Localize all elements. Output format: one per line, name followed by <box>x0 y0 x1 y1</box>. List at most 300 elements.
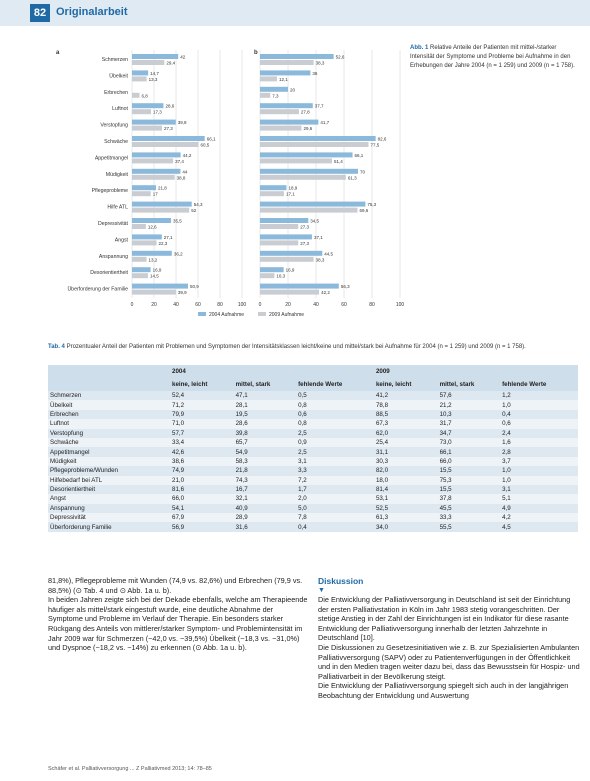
paragraph: In beiden Jahren zeigte sich bei der Dekade ebenfalls, welche am Therapieende häufiger als mittel/stark eingestuft wurde, eine deutliche Abnahme der Symptome und Probleme im Verlauf der Therapie. Ein besonders starker Rückgang des Anteils von mittlerer/starker Symptom- und Problemintensität im Jahr 2009 war für Schmerzen (−42,0 vs. −39,5%) Übelkeit (−18,3 vs. −31,0%) und Dyspnoe (−18,2 vs. −14%) zu erkennen (⊙ Abb. 1a u. b). <box>48 595 308 653</box>
data-label: 39,8 <box>177 120 187 126</box>
tick-label: 60 <box>341 302 347 308</box>
table-cell: 88,5 <box>374 410 438 419</box>
table-cell: 73,0 <box>438 438 501 447</box>
figure-caption-label: Abb. 1 <box>410 45 429 51</box>
category-label: Hilfe ATL <box>107 204 128 211</box>
column-header <box>48 378 170 391</box>
section-title: Originalarbeit <box>56 6 128 18</box>
data-label: 36,2 <box>173 251 183 257</box>
table-cell: 52,4 <box>170 391 234 400</box>
row-label: Appetitmangel <box>48 447 170 456</box>
data-label: 66,1 <box>206 136 216 142</box>
data-label: 13,2 <box>148 257 158 263</box>
category-label: Schwäche <box>104 139 128 145</box>
figure-caption-text: Relative Anteile der Patienten mit mittel-/starker Intensität der Symptome und Probleme bei Aufnahme in den Erhebungen der Jahre 2004 (n = 1 259) und 2009 (n = 1 758). <box>410 45 575 69</box>
table-row <box>48 447 578 456</box>
bar <box>260 257 314 262</box>
bar <box>260 103 313 108</box>
table-row <box>48 466 578 475</box>
data-label: 51,4 <box>333 158 343 164</box>
bar <box>132 109 151 114</box>
table-cell: 1,0 <box>500 400 578 409</box>
table-cell: 53,1 <box>374 494 438 503</box>
bar <box>132 240 157 245</box>
row-label: Überforderung Familie <box>48 522 170 531</box>
figure-bar-charts <box>48 44 404 324</box>
bar <box>260 273 274 278</box>
data-label: 14,7 <box>150 70 159 76</box>
bar <box>132 224 146 229</box>
data-label: 28,6 <box>165 103 175 109</box>
table-cell: 57,6 <box>438 391 501 400</box>
bar <box>132 60 164 65</box>
table-row <box>48 419 578 428</box>
data-label: 13,3 <box>148 76 158 82</box>
data-label: 27,1 <box>163 234 173 240</box>
table-cell: 21,8 <box>234 466 297 475</box>
table-cell: 2,5 <box>296 429 374 438</box>
row-label: Luftnot <box>48 419 170 428</box>
table-caption-text: Prozentualer Anteil der Patienten mit Problemen und Symptomen der Intensitätsklassen leicht/keine und mittel/stark bei Aufnahme für 2004 (n = 1 259) und 2009 (n = 1 758). <box>66 344 526 350</box>
table-cell: 81,6 <box>170 485 234 494</box>
data-label: 77,5 <box>370 142 380 148</box>
legend-label: 2004 Aufnahme <box>209 312 245 318</box>
data-label: 42,2 <box>321 290 330 296</box>
section-heading-diskussion: Diskussion <box>318 576 364 586</box>
bar <box>132 251 172 256</box>
bar <box>260 93 270 98</box>
bar <box>132 257 147 262</box>
table-cell: 3,1 <box>500 485 578 494</box>
table-cell: 0,9 <box>296 438 374 447</box>
paragraph: Die Entwicklung der Palliativversorgung in Deutschland ist seit der Einrichtung der ersten Palliativstation in Köln im Jahr 1983 stetig vorangeschritten. Der stetige Anstieg in der Zahl der Einrichtungen ist ein Indikator für diese rasante Entwicklung der Palliativversorgung innerhalb der letzten Jahrzehnte in Deutschland [10]. <box>318 595 571 643</box>
bar <box>260 267 284 272</box>
bar <box>132 54 178 59</box>
table-cell: 67,9 <box>170 513 234 522</box>
tick-label: 80 <box>369 302 375 308</box>
data-label: 27,3 <box>164 126 173 132</box>
table-row <box>48 504 578 513</box>
data-label: 6,8 <box>141 93 148 99</box>
table-cell: 16,7 <box>234 485 297 494</box>
table-cell: 30,3 <box>374 457 438 466</box>
bar <box>260 136 376 141</box>
bar <box>260 87 288 92</box>
bar <box>132 284 188 289</box>
column-header: keine, leicht <box>170 378 234 391</box>
data-label: 37,1 <box>313 234 323 240</box>
panel-letter: b <box>254 50 258 56</box>
category-label: Verstopfung <box>100 122 128 129</box>
data-label: 27,3 <box>300 224 309 230</box>
chart-legend <box>198 312 304 318</box>
bar <box>260 191 284 196</box>
table-row <box>48 485 578 494</box>
table-cell: 42,6 <box>170 447 234 456</box>
category-label: Depressivität <box>98 221 128 227</box>
legend-label: 2009 Aufnahme <box>269 312 305 318</box>
table-cell: 57,7 <box>170 429 234 438</box>
bar <box>132 142 199 147</box>
bar <box>260 54 334 59</box>
table-cell: 0,6 <box>500 419 578 428</box>
table-cell: 3,7 <box>500 457 578 466</box>
bar <box>132 175 175 180</box>
tick-label: 40 <box>173 302 179 308</box>
table-cell: 21,0 <box>170 476 234 485</box>
data-label: 29,4 <box>166 60 176 66</box>
table-cell: 2,5 <box>296 447 374 456</box>
data-label: 44,5 <box>324 251 334 257</box>
data-label: 37,4 <box>175 158 184 164</box>
data-label: 27,8 <box>300 109 310 115</box>
table-cell: 71,0 <box>170 419 234 428</box>
table-cell: 66,0 <box>170 494 234 503</box>
category-label: Appetitmangel <box>94 155 128 162</box>
bar <box>260 109 299 114</box>
column-header: fehlende Werte <box>500 378 578 391</box>
table-cell: 33,3 <box>438 513 501 522</box>
bar <box>132 126 162 131</box>
data-label: 36 <box>312 70 318 76</box>
chart-panel-1 <box>56 50 246 308</box>
table-cell: 71,2 <box>170 400 234 409</box>
paragraph: 81,8%), Pflegeprobleme mit Wunden (74,9 vs. 82,6%) und Erbrechen (79,9 vs. 88,5%) (⊙ Tab. 4 und ⊙ Abb. 1a u. b). <box>48 576 303 595</box>
table-cell: 45,5 <box>438 504 501 513</box>
table-cell: 5,0 <box>296 504 374 513</box>
row-label: Erbrechen <box>48 410 170 419</box>
bar <box>132 158 173 163</box>
table-cell: 15,5 <box>438 485 501 494</box>
tick-label: 20 <box>285 302 291 308</box>
data-label: 7,3 <box>272 93 279 99</box>
table-cell: 10,3 <box>438 410 501 419</box>
table-cell: 7,2 <box>296 476 374 485</box>
data-label: 82,6 <box>377 136 387 142</box>
bar <box>260 234 312 239</box>
table-cell: 5,1 <box>500 494 578 503</box>
table-cell: 34,7 <box>438 429 501 438</box>
row-label: Schmerzen <box>48 391 170 400</box>
table-cell: 56,9 <box>170 522 234 531</box>
chart-panel-2 <box>254 50 404 308</box>
table-cell: 7,8 <box>296 513 374 522</box>
table-cell: 4,5 <box>500 522 578 531</box>
bar <box>260 152 353 157</box>
row-label: Müdigkeit <box>48 457 170 466</box>
table-cell: 0,8 <box>296 419 374 428</box>
data-label: 50,9 <box>189 284 199 290</box>
year-header-2009: 2009 <box>374 365 578 378</box>
table-cell: 78,8 <box>374 400 438 409</box>
table-cell: 19,5 <box>234 410 297 419</box>
bar <box>132 103 163 108</box>
bar <box>260 158 332 163</box>
data-label: 54,3 <box>193 202 203 208</box>
data-label: 14,5 <box>149 273 159 279</box>
panel-letter: a <box>56 50 60 56</box>
body-column-left <box>48 576 310 653</box>
table-cell: 1,7 <box>296 485 374 494</box>
table-row <box>48 391 578 400</box>
category-label: Desorientiertheit <box>90 270 128 277</box>
bar <box>132 120 176 125</box>
data-label: 38,3 <box>315 257 325 263</box>
table-cell: 82,0 <box>374 466 438 475</box>
data-label: 39,9 <box>177 290 187 296</box>
data-label: 44 <box>182 169 188 175</box>
data-label: 17,1 <box>285 191 295 197</box>
category-label: Pflegeprobleme <box>91 188 128 195</box>
data-label: 12,1 <box>278 76 288 82</box>
tick-label: 40 <box>313 302 319 308</box>
data-label: 41,7 <box>320 120 330 126</box>
table-cell: 1,0 <box>500 466 578 475</box>
paragraph: Die Diskussionen zu Gesetzesinitiativen wie z. B. zur Spezialisierten Ambulanten Palliativversorgung (SAPV) oder zu Patientenverfügungen in der Öffentlichkeit und in den Medien tragen weiter dazu bei, dass das Bewusstsein für Hospiz- und Palliativarbeit in der Bevölkerung steigt. <box>318 642 580 681</box>
data-label: 35,5 <box>173 218 182 224</box>
table-row <box>48 400 578 409</box>
table-cell: 0,4 <box>500 410 578 419</box>
data-label: 56,3 <box>340 284 350 290</box>
table-cell: 61,3 <box>374 513 438 522</box>
bar <box>132 76 147 81</box>
bar <box>260 224 298 229</box>
table-cell: 1,6 <box>500 438 578 447</box>
table-cell: 31,6 <box>234 522 297 531</box>
tick-label: 20 <box>151 302 157 308</box>
paragraph: Die Entwicklung der Palliativversorgung spiegelt sich auch in der langjährigen Beobachtung der Entwicklung und Auswertung <box>318 681 569 700</box>
bar <box>132 169 180 174</box>
page-number: 82 <box>30 4 50 22</box>
bar <box>260 169 358 174</box>
category-label: Müdigkeit <box>105 171 128 178</box>
table-cell: 32,1 <box>234 494 297 503</box>
arrow-down-icon: ▼ <box>318 587 325 594</box>
data-label: 52 <box>191 208 197 214</box>
table-row <box>48 457 578 466</box>
table-cell: 1,2 <box>500 391 578 400</box>
table-caption <box>48 343 578 351</box>
bar <box>260 218 308 223</box>
table-cell: 55,5 <box>438 522 501 531</box>
table-cell: 2,4 <box>500 429 578 438</box>
data-label: 27,3 <box>300 240 309 246</box>
data-label: 70 <box>360 169 366 175</box>
data-label: 38,3 <box>315 60 325 66</box>
data-label: 17,3 <box>153 109 162 115</box>
table-row <box>48 410 578 419</box>
bar <box>260 284 339 289</box>
bar <box>260 240 298 245</box>
bar <box>260 142 369 147</box>
table-cell: 37,8 <box>438 494 501 503</box>
table-row <box>48 438 578 447</box>
table-cell: 66,1 <box>438 447 501 456</box>
row-label: Übelkeit <box>48 400 170 409</box>
category-label: Luftnot <box>112 106 128 113</box>
row-label: Verstopfung <box>48 429 170 438</box>
table-cell: 33,4 <box>170 438 234 447</box>
table-cell: 65,7 <box>234 438 297 447</box>
page-footer: Schäfer et al. Palliativversorgung ... Z Palliativmed 2013; 14: 78–85 <box>48 766 212 772</box>
year-header-2004: 2004 <box>170 365 374 378</box>
bar <box>260 175 346 180</box>
page-header <box>0 0 590 26</box>
table-row <box>48 522 578 531</box>
tick-label: 0 <box>130 302 134 308</box>
data-label: 10,3 <box>276 273 286 279</box>
data-label: 69,6 <box>359 208 369 214</box>
table-cell: 58,3 <box>234 457 297 466</box>
data-label: 16,9 <box>152 267 162 273</box>
bar <box>132 70 148 75</box>
table-cell: 28,6 <box>234 419 297 428</box>
legend-swatch <box>198 312 206 316</box>
tick-label: 100 <box>237 302 247 308</box>
category-label: Angst <box>114 237 128 244</box>
table-cell: 39,8 <box>234 429 297 438</box>
table-cell: 38,6 <box>170 457 234 466</box>
tick-label: 80 <box>217 302 223 308</box>
row-label: Depressivität <box>48 513 170 522</box>
table-cell: 66,0 <box>438 457 501 466</box>
table-cell: 4,9 <box>500 504 578 513</box>
category-label: Schmerzen <box>101 57 128 63</box>
table-caption-label: Tab. 4 <box>48 344 65 350</box>
bar <box>132 136 205 141</box>
bar <box>132 202 192 207</box>
bar <box>132 234 162 239</box>
data-label: 61,3 <box>347 175 357 181</box>
table-cell: 3,1 <box>296 457 374 466</box>
table-cell: 54,1 <box>170 504 234 513</box>
table-cell: 25,4 <box>374 438 438 447</box>
data-label: 20 <box>290 87 296 93</box>
column-header: mittel, stark <box>438 378 501 391</box>
table-cell: 28,1 <box>234 400 297 409</box>
table-cell: 34,0 <box>374 522 438 531</box>
legend-swatch <box>258 312 266 316</box>
table-cell: 0,6 <box>296 410 374 419</box>
bar <box>260 185 286 190</box>
bar <box>260 251 322 256</box>
tick-label: 100 <box>395 302 404 308</box>
bar <box>132 93 139 98</box>
table-cell: 28,9 <box>234 513 297 522</box>
data-label: 66,1 <box>354 152 364 158</box>
data-label: 75,3 <box>367 202 377 208</box>
bar <box>132 185 156 190</box>
table-cell: 40,9 <box>234 504 297 513</box>
table-cell: 62,0 <box>374 429 438 438</box>
symptom-table <box>48 365 578 532</box>
bar <box>132 273 148 278</box>
bar <box>132 267 151 272</box>
table-cell: 2,8 <box>500 447 578 456</box>
tick-label: 60 <box>195 302 201 308</box>
table-cell: 0,4 <box>296 522 374 531</box>
bar <box>260 120 318 125</box>
bar <box>132 290 176 295</box>
table-cell: 0,5 <box>296 391 374 400</box>
table-cell: 4,2 <box>500 513 578 522</box>
data-label: 37,7 <box>314 103 324 109</box>
data-label: 12,6 <box>147 224 157 230</box>
row-label: Schwäche <box>48 438 170 447</box>
table-cell: 74,9 <box>170 466 234 475</box>
data-label: 21,8 <box>157 185 167 191</box>
data-label: 34,5 <box>310 218 320 224</box>
category-label: Überforderung der Familie <box>67 286 128 293</box>
column-header: keine, leicht <box>374 378 438 391</box>
table-cell: 2,0 <box>296 494 374 503</box>
table-cell: 15,5 <box>438 466 501 475</box>
table-row <box>48 494 578 503</box>
figure-caption <box>410 44 580 71</box>
table-cell: 52,5 <box>374 504 438 513</box>
bar <box>260 202 365 207</box>
data-label: 16,9 <box>285 267 295 273</box>
category-label: Übelkeit <box>109 73 128 80</box>
table-cell: 74,3 <box>234 476 297 485</box>
data-label: 17 <box>152 191 158 197</box>
row-label: Desorientiertheit <box>48 485 170 494</box>
bar <box>132 208 189 213</box>
body-column-right <box>318 576 580 701</box>
table-row <box>48 513 578 522</box>
data-label: 60,5 <box>200 142 210 148</box>
column-header: mittel, stark <box>234 378 297 391</box>
category-label: Erbrechen <box>104 89 128 96</box>
table-cell: 31,7 <box>438 419 501 428</box>
data-label: 44,2 <box>182 152 192 158</box>
table-cell: 79,9 <box>170 410 234 419</box>
bar <box>260 60 314 65</box>
tick-label: 0 <box>258 302 262 308</box>
table-cell: 67,3 <box>374 419 438 428</box>
table-cell: 31,1 <box>374 447 438 456</box>
bar <box>132 152 181 157</box>
table-cell: 54,9 <box>234 447 297 456</box>
bar <box>260 76 277 81</box>
data-label: 42 <box>180 54 186 60</box>
data-label: 22,3 <box>158 240 168 246</box>
bar <box>132 191 151 196</box>
bar <box>260 126 301 131</box>
bar <box>260 290 319 295</box>
table-cell: 0,8 <box>296 400 374 409</box>
table-cell: 18,0 <box>374 476 438 485</box>
table-cell: 81,4 <box>374 485 438 494</box>
table-cell: 41,2 <box>374 391 438 400</box>
table-cell: 1,0 <box>500 476 578 485</box>
table-cell: 75,3 <box>438 476 501 485</box>
row-label: Anspannung <box>48 504 170 513</box>
bar <box>260 208 357 213</box>
column-header: fehlende Werte <box>296 378 374 391</box>
row-label: Angst <box>48 494 170 503</box>
data-label: 52,6 <box>335 54 345 60</box>
category-label: Anspannung <box>98 253 128 260</box>
table-cell: 3,3 <box>296 466 374 475</box>
table-cell: 21,2 <box>438 400 501 409</box>
data-label: 29,6 <box>303 126 313 132</box>
data-label: 38,8 <box>176 175 186 181</box>
row-label: Pflegeprobleme/Wunden <box>48 466 170 475</box>
table-cell: 47,1 <box>234 391 297 400</box>
row-label: Hilfebedarf bei ATL <box>48 476 170 485</box>
data-label: 18,9 <box>288 185 298 191</box>
